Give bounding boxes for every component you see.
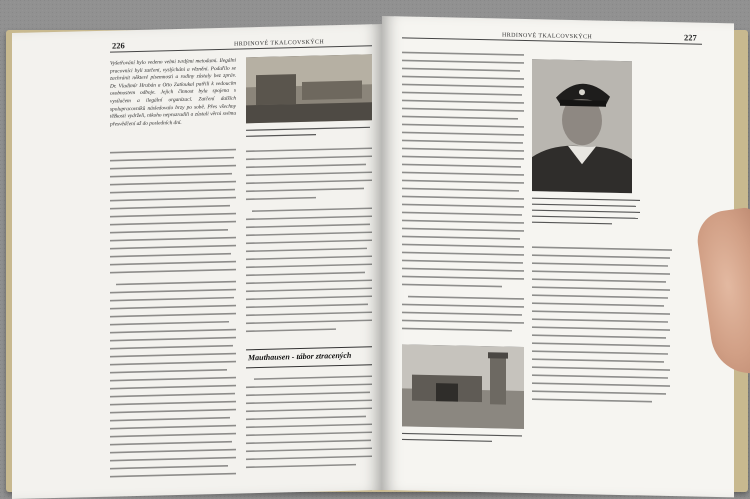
left-col-2-upper-lines <box>246 142 372 345</box>
right-running-head: HRDINOVÉ TKALCOVSKÝCH <box>502 32 593 41</box>
right-col-1 <box>402 46 524 339</box>
right-page <box>382 16 734 497</box>
section-rule-top <box>246 346 372 350</box>
left-col-2-upper <box>246 142 372 345</box>
left-page <box>12 24 382 499</box>
left-top-caption <box>246 124 372 143</box>
portrait-photo <box>532 59 632 193</box>
right-col-2-lines <box>532 241 672 424</box>
left-page-number: 226 <box>112 40 125 51</box>
right-col-1-lines <box>402 46 524 339</box>
gate-caption <box>402 430 524 448</box>
right-col-2 <box>532 241 672 424</box>
left-top-photo <box>246 54 372 123</box>
left-col-2-lower <box>246 370 372 483</box>
portrait-caption <box>532 195 642 233</box>
left-col-1 <box>110 58 236 481</box>
left-col-1-lines <box>110 58 236 481</box>
left-col-2-lower-lines <box>246 370 372 483</box>
right-page-number: 227 <box>684 32 697 43</box>
gate-photo <box>402 344 524 429</box>
section-rule-bottom <box>246 364 372 368</box>
left-col-1-text: Vyšetřování bylo vedeno velmi tvrdými metodami. Ilegální pracovníci byli zatčeni, vyslýcháni a vězněni. Podařilo se zachránit některé písemnosti a rodiny zůstaly bez zpráv. Dr. Vladimír Hrubán a Otto Zatloukal patřili k vedoucím osobnostem odboje. Jejich činnost byla spojena s vysílačem a ilegální organizací. Zatčení dalších spolupracovníků následovalo brzy po sobě. Přes všechny těžkosti vydrželi, nikoho neprozradili a zůstali věrni svému přesvědčení až do posledních dní. <box>110 57 236 128</box>
section-title: Mauthausen - tábor ztracených <box>248 350 352 363</box>
left-running-head: HRDINOVÉ TKALCOVSKÝCH <box>234 39 325 48</box>
